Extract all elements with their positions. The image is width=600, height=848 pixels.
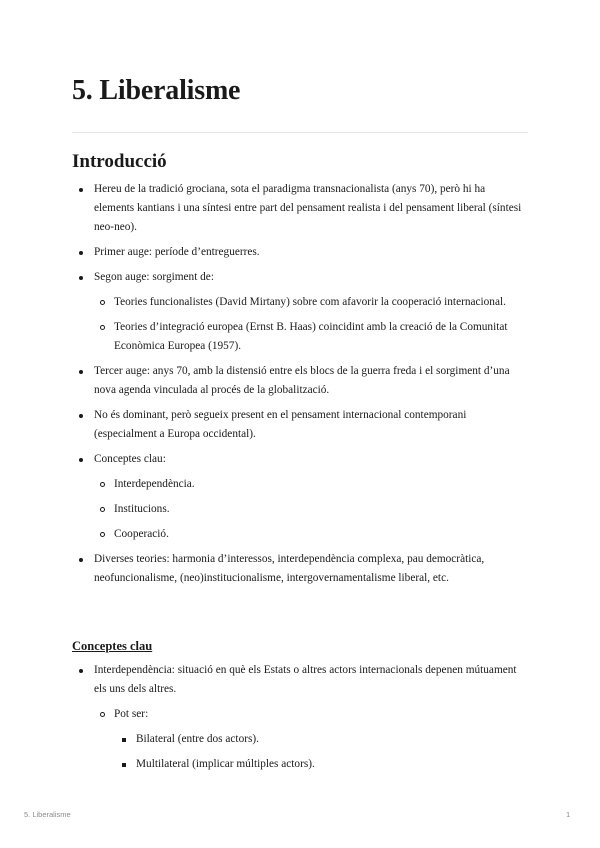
list-item: No és dominant, però segueix present en el pensament internacional contemporani (especialment a Europa occidental). <box>72 406 528 444</box>
list-item: Diverses teories: harmonia d’interessos, interdependència complexa, pau democràtica, neofuncionalisme, (neo)institucionalisme, intergovernamentalisme liberal, etc. <box>72 550 528 588</box>
sublist-item: Teories d’integració europea (Ernst B. Haas) coincidint amb la creació de la Comunitat Econòmica Europea (1957). <box>94 318 528 356</box>
sublist-item <box>94 705 528 774</box>
list-item: Tercer auge: anys 70, amb la distensió entre els blocs de la guerra freda i el sorgiment d’una nova agenda vinculada al procés de la globalització. <box>72 362 528 400</box>
list-item <box>72 661 528 774</box>
sublist-item-text: Pot ser: <box>114 708 149 720</box>
sublist <box>94 705 528 774</box>
sublist-item: Teories funcionalistes (David Mirtany) sobre com afavorir la cooperació internacional. <box>94 293 528 312</box>
concepts-list <box>72 661 528 774</box>
divider <box>72 132 528 133</box>
section-heading-conceptes-clau: Conceptes clau <box>72 639 153 653</box>
sublist <box>94 475 528 544</box>
list-item: Primer auge: període d’entreguerres. <box>72 243 528 262</box>
subsublist-item: Multilateral (implicar múltiples actors). <box>114 755 528 774</box>
sublist <box>94 293 528 356</box>
subsublist <box>114 730 528 774</box>
intro-content <box>72 180 528 594</box>
section-heading-introduccio: Introducció <box>72 151 167 172</box>
list-item <box>72 268 528 356</box>
concepts-content <box>72 661 528 780</box>
subsublist-item: Bilateral (entre dos actors). <box>114 730 528 749</box>
list-item-text: Interdependència: situació en què els Estats o altres actors internacionals depenen mútuament els uns dels altres. <box>94 664 517 695</box>
intro-list <box>72 180 528 588</box>
sublist-item: Interdependència. <box>94 475 528 494</box>
list-item: Hereu de la tradició grociana, sota el paradigma transnacionalista (anys 70), però hi ha elements kantians i una síntesi entre part del pensament realista i del pensament liberal (síntesi neo-neo). <box>72 180 528 237</box>
sublist-item: Cooperació. <box>94 525 528 544</box>
sublist-item: Institucions. <box>94 500 528 519</box>
page-title: 5. Liberalisme <box>72 75 241 106</box>
footer-doc-title: 5. Liberalisme <box>24 810 71 819</box>
list-item-text: Segon auge: sorgiment de: <box>94 271 214 283</box>
list-item <box>72 450 528 544</box>
list-item-text: Conceptes clau: <box>94 453 166 465</box>
footer-page-number: 1 <box>566 810 571 819</box>
